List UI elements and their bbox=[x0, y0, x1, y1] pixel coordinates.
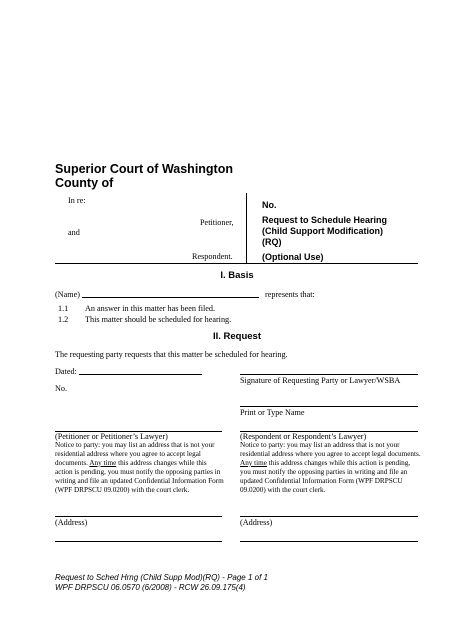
request-text: The requesting party requests that this matter be scheduled for hearing. bbox=[55, 350, 288, 359]
county-label: County of bbox=[55, 176, 114, 190]
basis-heading: I. Basis bbox=[220, 270, 254, 281]
petitioner-notice-a: Notice to party: you may list an address that is not your residential address where you agree to accept legal documents. bbox=[55, 441, 215, 467]
signature-line[interactable] bbox=[240, 374, 418, 375]
in-re-label: In re: bbox=[68, 196, 86, 205]
name-field-line[interactable] bbox=[82, 297, 259, 298]
respondent-address-line[interactable] bbox=[240, 516, 418, 517]
footer-line2: WPF DRPSCU 06.0570 (6/2008) - RCW 26.09.175(4) bbox=[55, 583, 246, 592]
respondent-address-label: (Address) bbox=[240, 518, 273, 527]
petitioner-address-line-2[interactable] bbox=[55, 541, 222, 542]
represents-label: represents that: bbox=[265, 290, 315, 299]
signature-label: Signature of Requesting Party or Lawyer/WSBA bbox=[240, 376, 401, 385]
court-name: Superior Court of Washington bbox=[55, 162, 233, 176]
petitioner-notice-b: this address changes while this action is pending, you must notify the opposing parties in writing and file an updated Confidential Information Form (WPF DRPSCU 09.0200) with the court clerk. bbox=[55, 458, 224, 494]
optional-use-label: (Optional Use) bbox=[262, 252, 324, 262]
request-heading: II. Request bbox=[212, 331, 262, 342]
petitioner-label: Petitioner, bbox=[200, 218, 234, 227]
document-title-line1: Request to Schedule Hearing bbox=[262, 215, 388, 225]
and-label: and bbox=[68, 228, 80, 237]
basis-item-1-text: An answer in this matter has been filed. bbox=[85, 304, 216, 313]
petitioner-lawyer-label: (Petitioner or Petitioner’s Lawyer) bbox=[55, 432, 168, 441]
respondent-notice-text bbox=[240, 441, 422, 494]
print-name-line[interactable] bbox=[240, 406, 418, 407]
basis-item-1-num: 1.1 bbox=[58, 304, 69, 313]
respondent-address-line-2[interactable] bbox=[240, 541, 418, 542]
print-name-label: Print or Type Name bbox=[240, 408, 305, 417]
wsba-number-label: No. bbox=[55, 384, 68, 393]
document-title-line3: (RQ) bbox=[262, 237, 282, 247]
petitioner-notice-text bbox=[55, 441, 225, 494]
name-label: (Name) bbox=[55, 290, 81, 299]
petitioner-address-label: (Address) bbox=[55, 518, 88, 527]
basis-item-2-text: This matter should be scheduled for hearing. bbox=[85, 315, 232, 324]
document-title-line2: (Child Support Modification) bbox=[262, 226, 383, 236]
basis-item-2-num: 1.2 bbox=[58, 315, 69, 324]
dated-label: Dated: bbox=[55, 367, 77, 376]
petitioner-notice-any-time: Any time bbox=[89, 458, 117, 467]
respondent-notice-a: Notice to party: you may list an address that is not your residential address where you agree to accept legal documents. bbox=[240, 441, 421, 458]
respondent-notice-b: this address changes while this action is pending, you must notify the opposing parties in writing and file an updated Confidential Information Form (WPF DRPSCU 09.0200) with the court clerk. bbox=[240, 458, 411, 494]
caption-divider bbox=[246, 193, 247, 263]
respondent-lawyer-label: (Respondent or Respondent’s Lawyer) bbox=[240, 432, 367, 441]
dated-field-line[interactable] bbox=[79, 374, 202, 375]
caption-bottom-rule bbox=[55, 263, 418, 264]
respondent-label: Respondent. bbox=[192, 252, 233, 261]
case-number-label: No. bbox=[262, 200, 277, 210]
petitioner-address-line[interactable] bbox=[55, 516, 222, 517]
respondent-notice-any-time: Any time bbox=[240, 458, 267, 467]
footer-line1: Request to Sched Hrng (Child Supp Mod)(RQ) - Page 1 of 1 bbox=[55, 573, 268, 582]
